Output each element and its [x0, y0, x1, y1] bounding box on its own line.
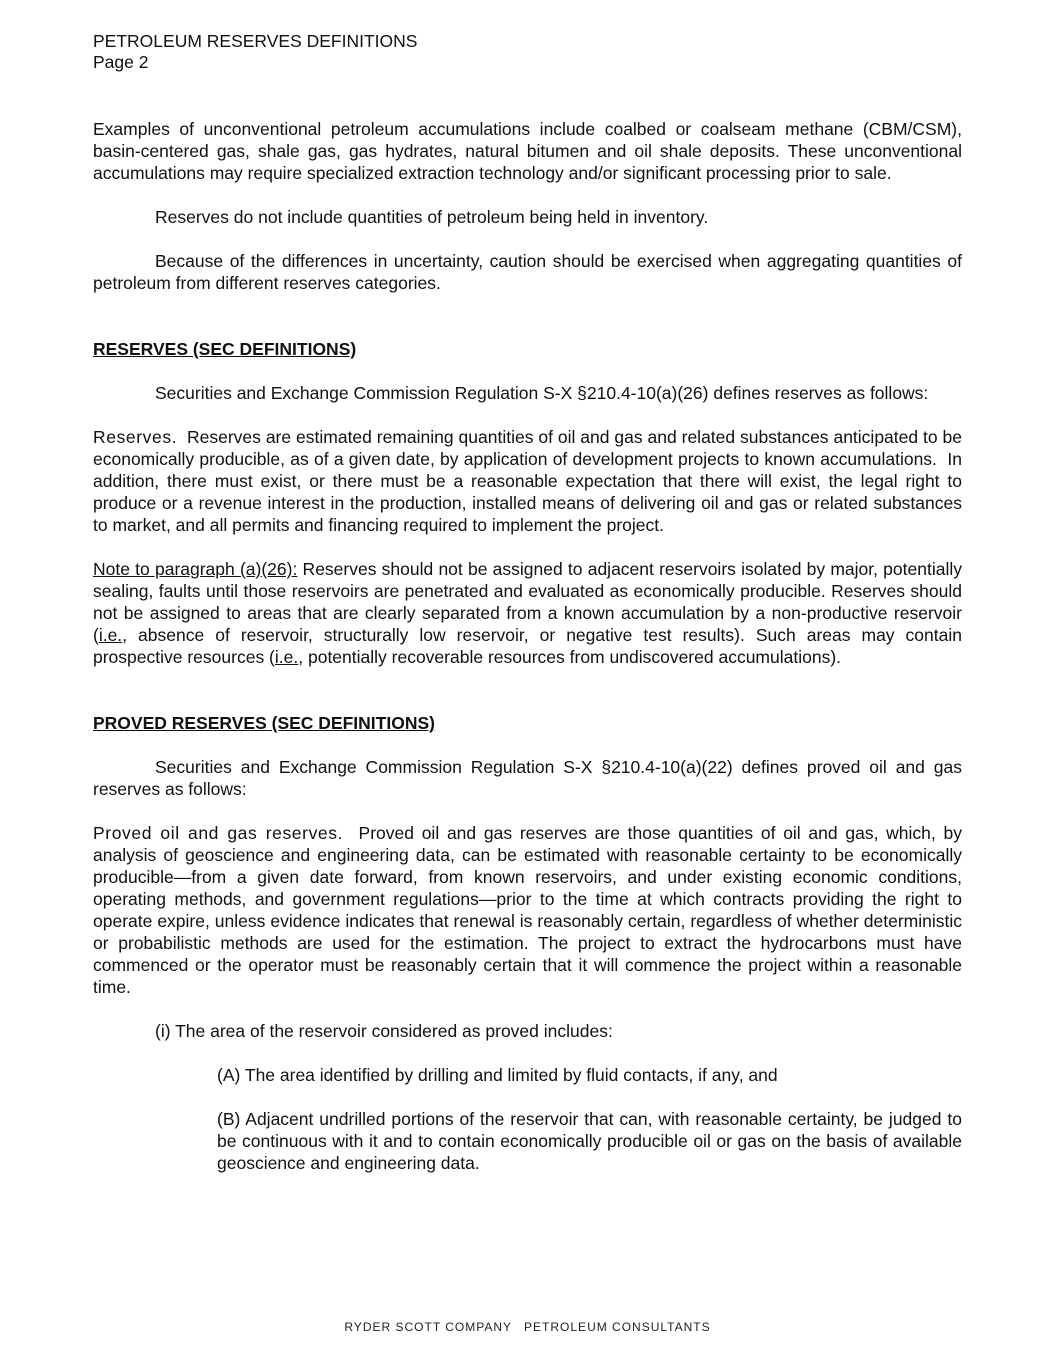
- intro-paragraph-uncertainty: Because of the differences in uncertainty, caution should be exercised when aggregating quantities of petroleum from different reserves categories.: [93, 251, 962, 293]
- section-heading-proved-reserves: PROVED RESERVES (SEC DEFINITIONS): [93, 713, 435, 733]
- ie-abbrev-2: i.e.: [274, 647, 299, 667]
- page-number: Page 2: [93, 52, 149, 72]
- footer-company: RYDER SCOTT COMPANY: [344, 1320, 513, 1334]
- reserves-note: [93, 558, 962, 668]
- note-label: Note to paragraph (a)(26):: [93, 559, 298, 579]
- reserves-definition: [93, 426, 967, 536]
- section-heading-reserves: RESERVES (SEC DEFINITIONS): [93, 339, 357, 359]
- footer-tagline: PETROLEUM CONSULTANTS: [524, 1320, 711, 1334]
- reserves-intro: Securities and Exchange Commission Regulation S-X §210.4-10(a)(26) defines reserves as follows:: [155, 383, 929, 403]
- proved-definition-text: Proved oil and gas reserves are those quantities of oil and gas, which, by analysis of geoscience and engineering data, can be estimated with reasonable certainty to be economically producible—from a given date forward, from known reservoirs, and under existing economic conditions, operating methods, and government regulations—prior to the time at which contracts providing the right to operate expire, unless evidence indicates that renewal is reasonably certain, regardless of whether deterministic or probabilistic methods are used for the estimation. The project to extract the hydrocarbons must have commenced or the operator must be reasonably certain that it will commence the project within a reasonable time.: [93, 823, 967, 997]
- proved-intro: Securities and Exchange Commission Regulation S-X §210.4-10(a)(22) defines proved oil and gas reserves as follows:: [93, 757, 962, 799]
- intro-paragraph-inventory: Reserves do not include quantities of petroleum being held in inventory.: [155, 207, 709, 227]
- proved-item-A: (A) The area identified by drilling and limited by fluid contacts, if any, and: [217, 1065, 778, 1085]
- proved-item-i: (i) The area of the reservoir considered as proved includes:: [155, 1021, 613, 1041]
- document-body: [93, 118, 967, 1174]
- intro-paragraph-unconventional: Examples of unconventional petroleum accumulations include coalbed or coalseam methane (CBM/CSM), basin-centered gas, shale gas, gas hydrates, natural bitumen and oil shale deposits. These unconventional accumulations may require specialized extraction technology and/or significant processing prior to sale.: [93, 119, 962, 183]
- proved-term: Proved oil and gas reserves.: [93, 823, 344, 843]
- document-title: PETROLEUM RESERVES DEFINITIONS: [93, 31, 418, 51]
- proved-item-B: (B) Adjacent undrilled portions of the reservoir that can, with reasonable certainty, be judged to be continuous with it and to contain economically producible oil or gas on the basis of available geoscience and engineering data.: [217, 1109, 962, 1173]
- note-text-1: Reserves should not be assigned to adjacent reservoirs isolated by major, potentially sealing, faults until those reservoirs are penetrated and evaluated as economically producible. Reserves should not be assigned to areas that are clearly separated from a known accumulation by a non-productive reservoir (: [93, 559, 962, 645]
- page-footer: [0, 1320, 1055, 1334]
- note-text-3: , potentially recoverable resources from undiscovered accumulations).: [298, 647, 842, 667]
- note-text-2: , absence of reservoir, structurally low reservoir, or negative test results). Such areas may contain prospective resources (: [93, 625, 962, 667]
- page-header: [93, 31, 417, 73]
- proved-definition: [93, 822, 967, 998]
- ie-abbrev-1: i.e.: [98, 625, 123, 645]
- reserves-definition-text: Reserves are estimated remaining quantities of oil and gas and related substances anticipated to be economically producible, as of a given date, by application of development projects to known accumulations. In addition, there must exist, or there must be a reasonable expectation that there will exist, the legal right to produce or a revenue interest in the production, installed means of delivering oil and gas or related substances to market, and all permits and financing required to implement the project.: [93, 427, 967, 535]
- reserves-term: Reserves.: [93, 427, 178, 447]
